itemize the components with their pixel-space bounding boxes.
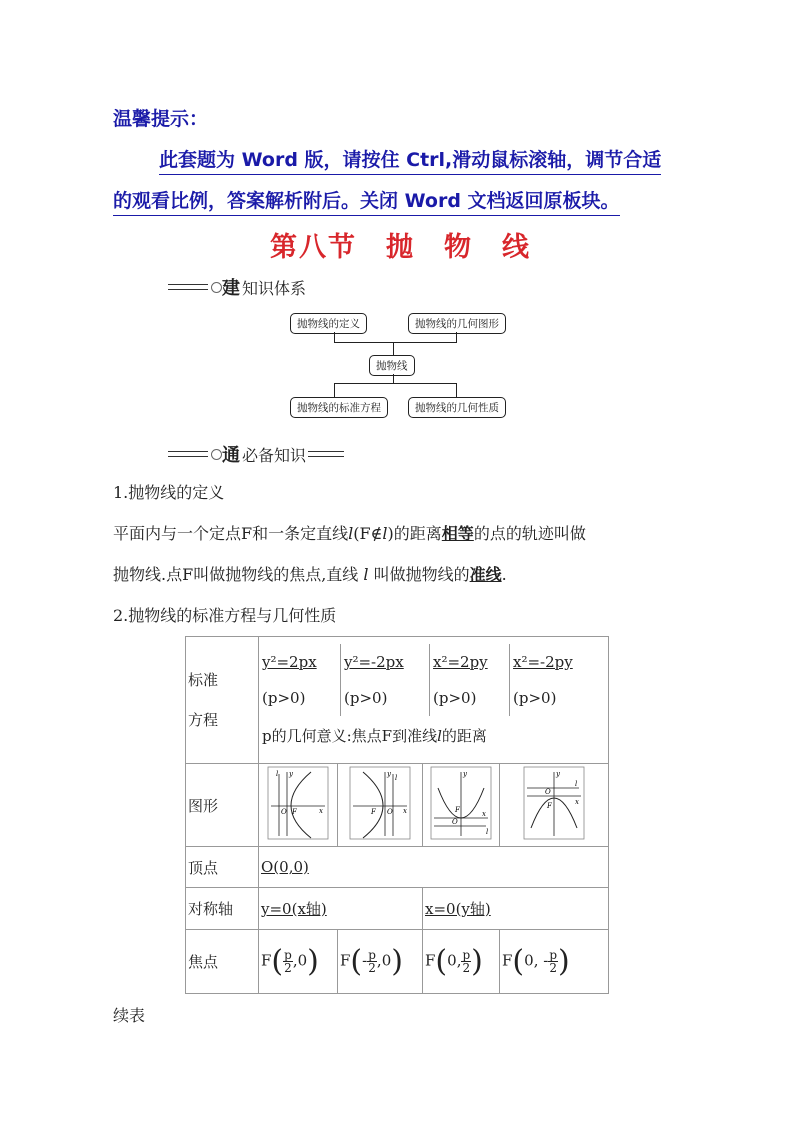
tip-line-1: 此套题为 Word 版，请按住 Ctrl,滑动鼠标滚轴，调节合适 — [159, 145, 661, 175]
row-header — [186, 930, 259, 994]
label-x: x — [403, 807, 407, 815]
axis-value: x=0(y轴) — [425, 900, 491, 918]
seal-character: 通 — [222, 445, 240, 466]
double-rule — [168, 451, 208, 457]
text-run: 的点的轨迹叫做 — [473, 524, 586, 543]
paren: ( — [435, 944, 448, 979]
condition: (p>0) — [344, 689, 388, 707]
numerator: p — [368, 948, 376, 962]
text-run: 叫做抛物线的 — [373, 565, 470, 584]
text-run: p的几何意义:焦点F到准线 — [262, 727, 438, 745]
graph-cell — [500, 764, 609, 847]
connector — [334, 383, 335, 397]
section-label: 必备知识 — [242, 445, 307, 465]
diagram-box-standard-equation: 抛物线的标准方程 — [290, 397, 388, 418]
denominator: 2 — [284, 961, 292, 975]
connector — [334, 383, 457, 384]
paren: ) — [558, 944, 570, 979]
condition: (p>0) — [262, 689, 306, 707]
table-row — [186, 637, 609, 764]
continued-label: 续表 — [113, 1006, 146, 1025]
text-run: )的距离 — [387, 524, 442, 543]
condition: (p>0) — [433, 689, 477, 707]
diagram-box-parabola: 抛物线 — [369, 355, 415, 376]
connector — [393, 342, 394, 355]
text-run: (F∉ — [353, 524, 383, 543]
section-label: 知识体系 — [242, 278, 307, 298]
paren: ( — [512, 944, 525, 979]
focus-cell: F(- $\frac{p}{2}$ ,0) — [338, 930, 423, 994]
label-l: l — [395, 774, 398, 782]
numerator: p — [284, 948, 292, 962]
focus-f: F — [261, 951, 272, 970]
label-o: O — [387, 808, 393, 816]
zero: 0 — [381, 951, 392, 970]
section-header-knowledge-system — [168, 274, 306, 300]
cell-text: 顶点 — [188, 858, 219, 877]
cell-text: 标准方程 — [188, 671, 219, 729]
label-f: F — [547, 802, 552, 810]
paragraph-definition-line-1 — [113, 514, 586, 554]
seal-character: 建 — [222, 278, 240, 299]
label-y: y — [556, 770, 560, 778]
table-row — [186, 847, 609, 888]
label-l: l — [276, 770, 279, 778]
text-run: 的距离 — [441, 727, 487, 745]
fraction — [461, 949, 471, 974]
p-meaning — [259, 716, 608, 756]
axis-value: y=0(x轴) — [261, 900, 327, 918]
table-row — [186, 930, 609, 994]
row-header — [186, 637, 259, 764]
text-run: . — [501, 565, 507, 584]
paren: ( — [271, 944, 284, 979]
fraction — [367, 949, 377, 974]
parabola-right-graph — [267, 766, 329, 840]
underlined-keyword: 相等 — [441, 524, 474, 543]
diagram-box-geometric-figure: 抛物线的几何图形 — [408, 313, 506, 334]
label-f: F — [292, 808, 297, 816]
table-row — [186, 764, 609, 847]
label-x: x — [482, 810, 486, 818]
diagram-box-geometric-properties: 抛物线的几何性质 — [408, 397, 506, 418]
page-title: 第八节 抛 物 线 — [270, 232, 531, 263]
table-row — [186, 888, 609, 930]
label-o: O — [281, 808, 287, 816]
axis-cell — [423, 888, 609, 930]
equation-col — [341, 644, 430, 716]
parabola-down-graph — [523, 766, 585, 840]
parabola-properties-table — [185, 636, 609, 994]
fraction — [548, 949, 558, 974]
label-l: l — [486, 828, 489, 836]
magnifier-icon — [211, 449, 222, 460]
paren: ) — [471, 944, 483, 979]
row-header — [186, 764, 259, 847]
paren: ( — [350, 944, 363, 979]
equation-cell — [259, 637, 609, 764]
numerator: p — [549, 948, 557, 962]
label-x: x — [319, 807, 323, 815]
label-y: y — [387, 770, 391, 778]
diagram-box-definition: 抛物线的定义 — [290, 313, 367, 334]
italic-l: l — [348, 524, 354, 543]
graph-cell — [423, 764, 500, 847]
equation: y²=2px — [262, 653, 317, 671]
label-f: F — [455, 806, 460, 814]
double-rule — [168, 284, 208, 290]
denominator: 2 — [462, 961, 471, 975]
focus-cell: F( $\frac{p}{2}$ ,0) — [259, 930, 338, 994]
focus-f: F — [340, 951, 351, 970]
vertex-value: O(0,0) — [261, 858, 309, 876]
zero: 0 — [524, 951, 534, 970]
equation-col — [259, 644, 341, 716]
zero: 0 — [447, 951, 457, 970]
italic-l: l — [382, 524, 388, 543]
equation: x²=2py — [433, 653, 488, 671]
graph-cell — [259, 764, 338, 847]
cell-text: 图形 — [188, 796, 219, 815]
minus: - — [362, 951, 368, 970]
label-l: l — [575, 780, 578, 788]
double-rule — [308, 451, 344, 457]
focus-cell: F(0, - $\frac{p}{2}$ ) — [500, 930, 609, 994]
label-x: x — [575, 798, 579, 806]
connector — [456, 332, 457, 342]
text-run: 平面内与一个定点F和一条定直线 — [113, 524, 349, 543]
focus-f: F — [502, 951, 513, 970]
numerator: p — [462, 948, 471, 962]
cell-text: 焦点 — [188, 953, 219, 971]
label-y: y — [463, 770, 467, 778]
label-o: O — [545, 788, 551, 796]
connector — [334, 332, 335, 342]
section-header-essential-knowledge — [168, 441, 344, 467]
italic-l: l — [363, 565, 369, 584]
equation-col — [430, 644, 510, 716]
equation: x²=-2py — [513, 653, 573, 671]
vertex-cell — [259, 847, 609, 888]
paragraph-definition-line-2 — [113, 555, 507, 595]
cell-text: 对称轴 — [188, 900, 234, 918]
heading-definition: 1.抛物线的定义 — [113, 483, 225, 502]
paren: ) — [307, 944, 319, 979]
equation: y²=-2px — [344, 653, 404, 671]
focus-f: F — [425, 951, 436, 970]
condition: (p>0) — [513, 689, 557, 707]
label-o: O — [452, 818, 458, 826]
fraction — [283, 949, 293, 974]
magnifier-icon — [211, 282, 222, 293]
parabola-left-graph — [349, 766, 411, 840]
minus: - — [543, 951, 549, 970]
italic-l: l — [437, 727, 442, 745]
parabola-up-graph — [430, 766, 492, 840]
label-y: y — [289, 770, 293, 778]
focus-cell: F(0, $\frac{p}{2}$ ) — [423, 930, 500, 994]
underlined-keyword: 准线 — [469, 565, 502, 584]
connector — [334, 342, 457, 343]
denominator: 2 — [368, 961, 376, 975]
paren: ) — [391, 944, 403, 979]
text-run: 抛物线.点F叫做抛物线的焦点,直线 — [113, 565, 359, 584]
connector — [393, 374, 394, 383]
row-header — [186, 888, 259, 930]
denominator: 2 — [549, 961, 557, 975]
tip-heading: 温馨提示： — [113, 108, 209, 130]
axis-cell — [259, 888, 423, 930]
tip-line-2: 的观看比例，答案解析附后。关闭 Word 文档返回原板块。 — [113, 186, 620, 216]
label-f: F — [371, 808, 376, 816]
zero: 0 — [297, 951, 308, 970]
heading-standard-equation: 2.抛物线的标准方程与几何性质 — [113, 606, 337, 625]
graph-cell — [338, 764, 423, 847]
equation-col — [510, 644, 608, 716]
connector — [456, 383, 457, 397]
row-header — [186, 847, 259, 888]
